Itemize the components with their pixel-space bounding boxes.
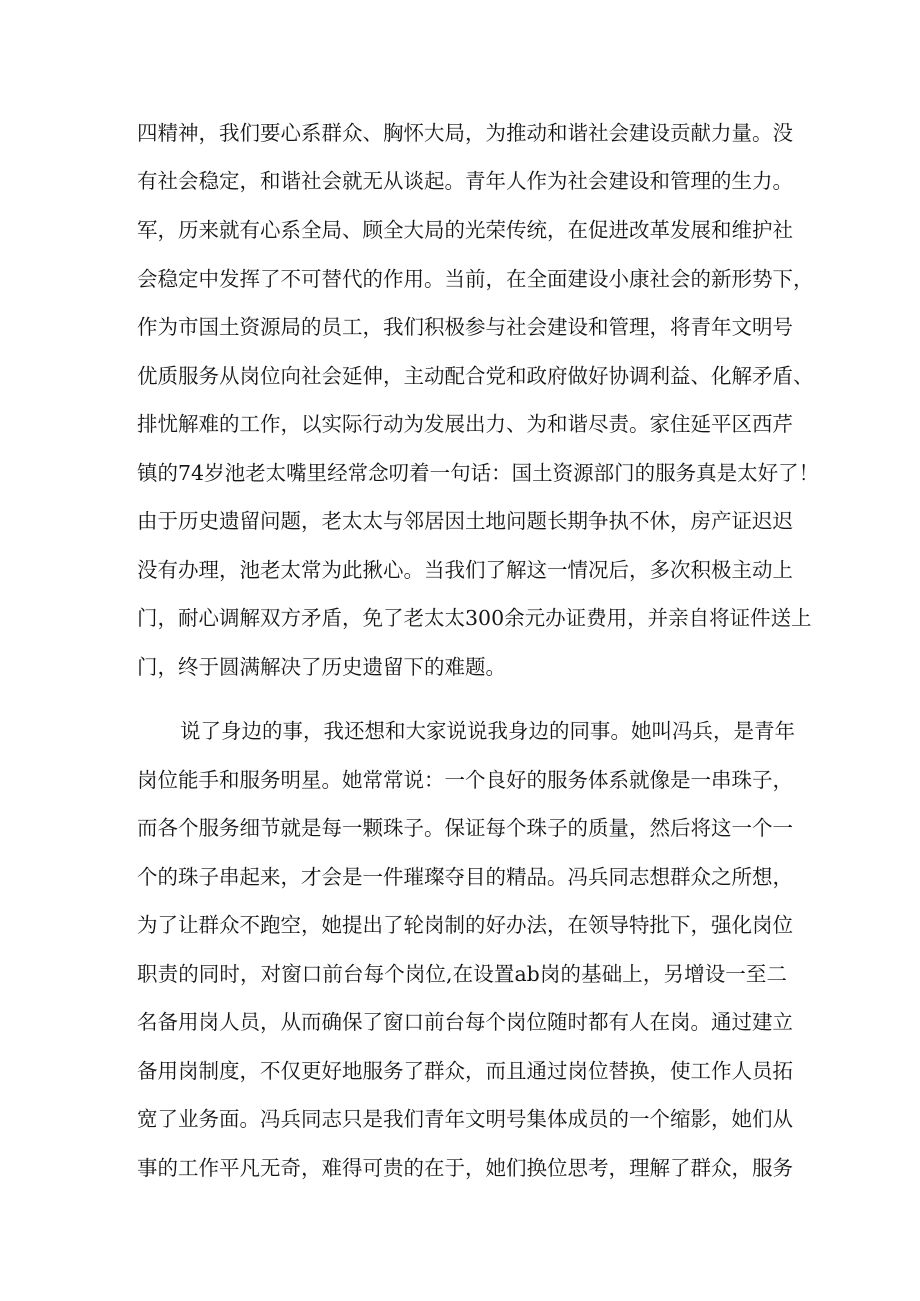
text-line: 由于历史遗留问题，老太太与邻居因土地问题长期争执不休，房产证迟迟 [137,509,793,533]
text-line: 军，历来就有心系全局、顾全大局的光荣传统，在促进改革发展和维护社 [137,218,793,242]
text-line: 事的工作平凡无奇，难得可贵的在于，她们换位思考，理解了群众，服务 [137,1156,793,1180]
text-line: 排忧解难的工作，以实际行动为发展出力、为和谐尽责。家住延平区西芹 [137,412,793,436]
text-line: 有社会稳定，和谐社会就无从谈起。青年人作为社会建设和管理的生力。 [137,169,793,193]
text-line: 门，终于圆满解决了历史遗留下的难题。 [137,655,506,679]
text-line: 而各个服务细节就是每一颗珠子。保证每个珠子的质量，然后将这一个一 [137,816,793,840]
text-line: 会稳定中发挥了不可替代的作用。当前，在全面建设小康社会的新形势下， [137,267,814,291]
text-line: 作为市国土资源局的员工，我们积极参与社会建设和管理，将青年文明号 [137,315,793,339]
text-line: 为了让群众不跑空，她提出了轮岗制的好办法，在领导特批下，强化岗位 [137,913,793,937]
text-line: 宽了业务面。冯兵同志只是我们青年文明号集体成员的一个缩影，她们从 [137,1107,793,1131]
text-line: 没有办理，池老太常为此揪心。当我们了解这一情况后，多次积极主动上 [137,558,793,582]
text-line: 岗位能手和服务明星。她常常说：一个良好的服务体系就像是一串珠子， [137,768,793,792]
text-line: 优质服务从岗位向社会延伸，主动配合党和政府做好协调利益、化解矛盾、 [137,364,814,388]
text-line: 个的珠子串起来，才会是一件璀璨夺目的精品。冯兵同志想群众之所想， [137,865,793,889]
text-line: 四精神，我们要心系群众、胸怀大局，为推动和谐社会建设贡献力量。没 [137,121,793,145]
text-line: 备用岗制度，不仅更好地服务了群众，而且通过岗位替换，使工作人员拓 [137,1059,793,1083]
text-line: 说了身边的事，我还想和大家说说我身边的同事。她叫冯兵，是青年 [180,719,795,743]
text-line: 镇的74岁池老太嘴里经常念叨着一句话：国土资源部门的服务真是太好了！ [137,461,820,485]
text-line: 门，耐心调解双方矛盾，免了老太太300余元办证费用，并亲自将证件送上 [137,606,812,630]
text-line: 名备用岗人员，从而确保了窗口前台每个岗位随时都有人在岗。通过建立 [137,1010,793,1034]
text-line: 职责的同时，对窗口前台每个岗位,在设置ab岗的基础上，另增设一至二 [137,962,787,986]
